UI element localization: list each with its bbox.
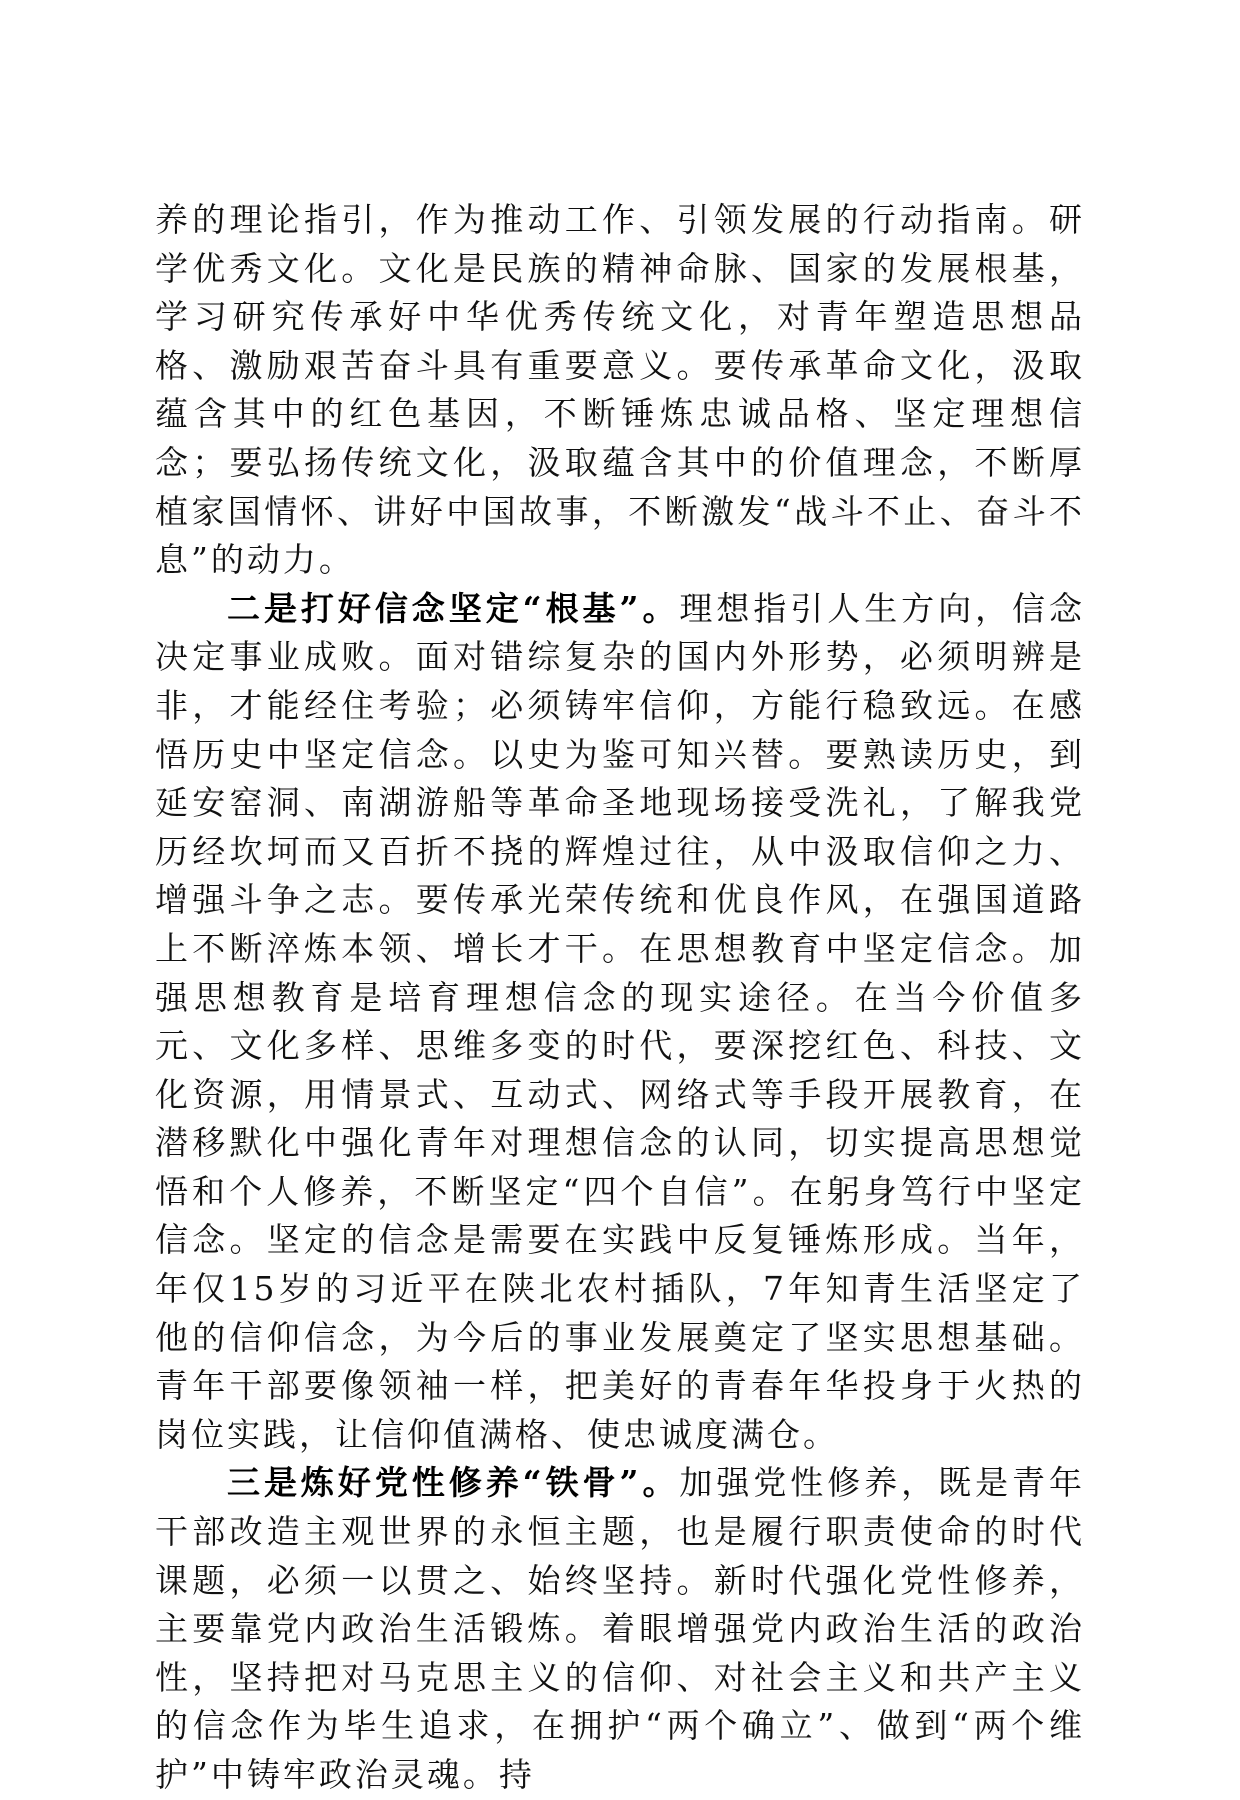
paragraph-3	[155, 1459, 1085, 1799]
paragraph-2	[155, 585, 1085, 1460]
paragraph-3-body: 加强党性修养，既是青年干部改造主观世界的永恒主题，也是履行职责使命的时代课题，必须一以贯之、始终坚持。新时代强化党性修养，主要靠党内政治生活锻炼。着眼增强党内政治生活的政治性，坚持把对马克思主义的信仰、对社会主义和共产主义的信念作为毕生追求，在拥护“两个确立”、做到“两个维护”中铸牢政治灵魂。持	[155, 1463, 1086, 1794]
paragraph-1	[155, 196, 1085, 585]
paragraph-3-heading: 三是炼好党性修养“铁骨”。	[227, 1463, 680, 1503]
paragraph-2-heading: 二是打好信念坚定“根基”。	[227, 588, 680, 628]
paragraph-1-body: 养的理论指引，作为推动工作、引领发展的行动指南。研学优秀文化。文化是民族的精神命脉、国家的发展根基，学习研究传承好中华优秀传统文化，对青年塑造思想品格、激励艰苦奋斗具有重要意义。要传承革命文化，汲取蕴含其中的红色基因，不断锤炼忠诚品格、坚定理想信念；要弘扬传统文化，汲取蕴含其中的价值理念，不断厚植家国情怀、讲好中国故事，不断激发“战斗不止、奋斗不息”的动力。	[155, 200, 1085, 580]
paragraph-2-body: 理想指引人生方向，信念决定事业成败。面对错综复杂的国内外形势，必须明辨是非，才能经住考验；必须铸牢信仰，方能行稳致远。在感悟历史中坚定信念。以史为鉴可知兴替。要熟读历史，到延安窑洞、南湖游船等革命圣地现场接受洗礼，了解我党历经坎坷而又百折不挠的辉煌过往，从中汲取信仰之力、增强斗争之志。要传承光荣传统和优良作风，在强国道路上不断淬炼本领、增长才干。在思想教育中坚定信念。加强思想教育是培育理想信念的现实途径。在当今价值多元、文化多样、思维多变的时代，要深挖红色、科技、文化资源，用情景式、互动式、网络式等手段开展教育，在潜移默化中强化青年对理想信念的认同，切实提高思想觉悟和个人修养，不断坚定“四个自信”。在躬身笃行中坚定信念。坚定的信念是需要在实践中反复锤炼形成。当年，年仅15岁的习近平在陕北农村插队，7年知青生活坚定了他的信仰信念，为今后的事业发展奠定了坚实思想基础。青年干部要像领袖一样，把美好的青春年华投身于火热的岗位实践，让信仰值满格、使忠诚度满仓。	[155, 588, 1086, 1454]
document-body	[155, 196, 1085, 1800]
